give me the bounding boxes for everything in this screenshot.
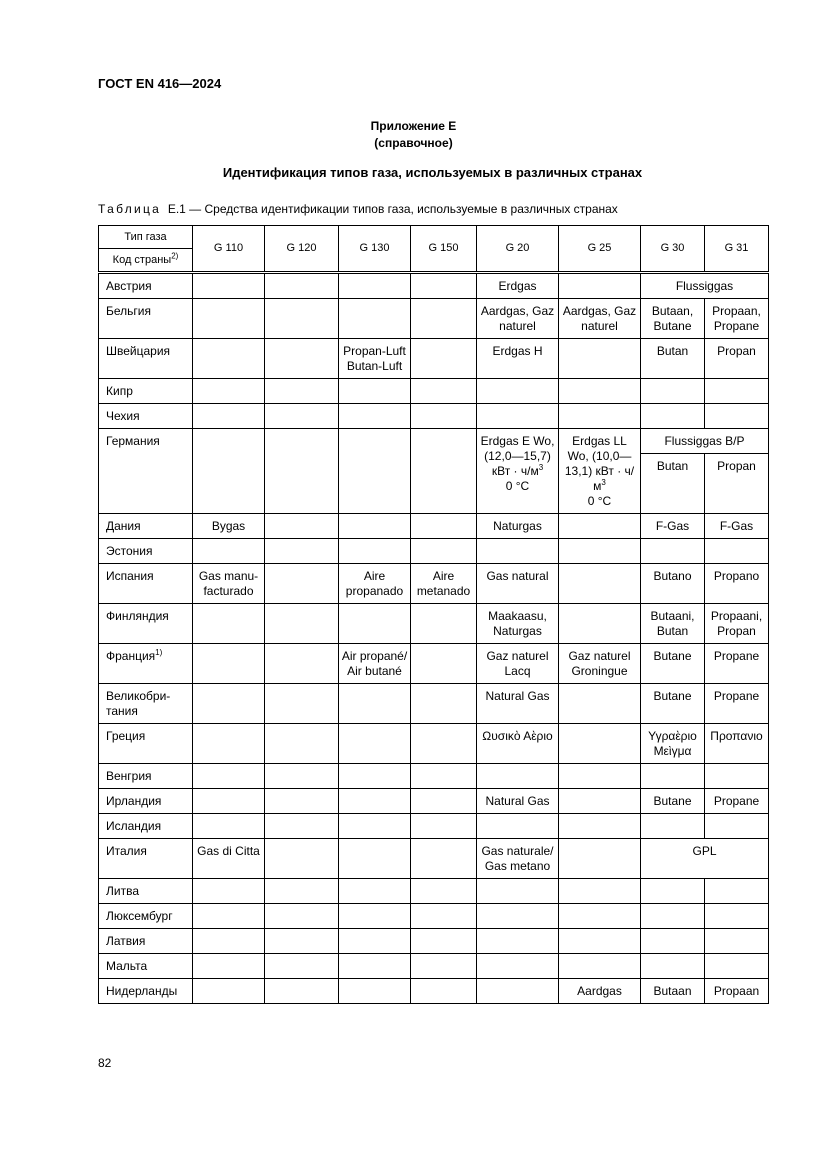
country-cell: Италия	[99, 839, 193, 879]
column-header: G 30	[641, 226, 705, 273]
table-row	[99, 814, 769, 839]
table-cell: Aire propanado	[339, 564, 411, 604]
country-cell: Нидерланды	[99, 979, 193, 1004]
country-cell: Финляндия	[99, 604, 193, 644]
country-cell: Дания	[99, 514, 193, 539]
table-cell: Erdgas H	[477, 339, 559, 379]
table-cell: Erdgas	[477, 273, 559, 299]
table-row	[99, 514, 769, 539]
table-cell: F-Gas	[705, 514, 769, 539]
footnote-ref: 2)	[171, 251, 179, 261]
table-cell: Ωυσικὸ Αὲριο	[477, 724, 559, 764]
table-cell: Gas di Citta	[193, 839, 265, 879]
gas-identification-table	[98, 225, 769, 1004]
table-cell: Erdgas E Wo, (12,0—15,7) кВт · $ч/м^3$ 0 °C	[477, 429, 559, 514]
table-caption	[98, 202, 618, 216]
table-cell: Natural Gas	[477, 789, 559, 814]
table-row	[99, 644, 769, 684]
table-row	[99, 273, 769, 299]
table-cell: Aardgas, Gaz naturel	[477, 299, 559, 339]
column-header: G 20	[477, 226, 559, 273]
table-cell: Butane	[641, 684, 705, 724]
table-cell: Propane	[705, 789, 769, 814]
table-row	[99, 339, 769, 379]
table-cell: F-Gas	[641, 514, 705, 539]
table-cell: Air propané/ Air butané	[339, 644, 411, 684]
table-cell: Butano	[641, 564, 705, 604]
country-cell: Литва	[99, 879, 193, 904]
country-cell: Кипр	[99, 379, 193, 404]
table-row	[99, 379, 769, 404]
table-cell: Propano	[705, 564, 769, 604]
table-row	[99, 789, 769, 814]
table-cell: Butan	[641, 454, 705, 514]
table-cell: Butan	[641, 339, 705, 379]
country-cell: Греция	[99, 724, 193, 764]
table-cell: Bygas	[193, 514, 265, 539]
country-cell: Эстония	[99, 539, 193, 564]
table-row	[99, 429, 769, 454]
table-cell: Propane	[705, 644, 769, 684]
table-cell: Butaan	[641, 979, 705, 1004]
table-row	[99, 724, 769, 764]
table-cell: Propaan, Propane	[705, 299, 769, 339]
table-cell: Flussiggas	[641, 273, 769, 299]
country-cell: Великобри-тания	[99, 684, 193, 724]
table-cell: Flussiggas B/P	[641, 429, 769, 454]
page-number: 82	[98, 1056, 112, 1070]
gas-type-header: Тип газа	[99, 226, 192, 249]
country-cell: Бельгия	[99, 299, 193, 339]
table-cell: Propaan	[705, 979, 769, 1004]
table-row	[99, 684, 769, 724]
country-cell: Мальта	[99, 954, 193, 979]
table-cell: Propan	[705, 339, 769, 379]
table-row	[99, 299, 769, 339]
column-header: G 110	[193, 226, 265, 273]
table-cell: Aardgas	[559, 979, 641, 1004]
table-cell: Aire metanado	[411, 564, 477, 604]
country-cell: Ирландия	[99, 789, 193, 814]
table-cell: Υγραὲριο Μεὶγμα	[641, 724, 705, 764]
corner-header	[99, 226, 193, 273]
table-row	[99, 954, 769, 979]
document-code: ГОСТ EN 416—2024	[98, 76, 222, 91]
country-cell: Швейцария	[99, 339, 193, 379]
country-cell: Венгрия	[99, 764, 193, 789]
table-cell: Propaani, Propan	[705, 604, 769, 644]
country-code-header: Код страны$^{2)}$	[112, 251, 179, 266]
country-cell: Латвия	[99, 929, 193, 954]
appendix-title: Приложение Е	[370, 119, 457, 133]
country-cell: Чехия	[99, 404, 193, 429]
table-cell: Butane	[641, 644, 705, 684]
table-row	[99, 539, 769, 564]
table-row	[99, 604, 769, 644]
table-cell: Propane	[705, 684, 769, 724]
footnote-ref: 1)	[155, 648, 163, 657]
column-header: G 25	[559, 226, 641, 273]
table-row	[99, 404, 769, 429]
table-row	[99, 764, 769, 789]
table-cell: Naturgas	[477, 514, 559, 539]
table-cell: Gas naturale/ Gas metano	[477, 839, 559, 879]
appendix-block	[0, 118, 827, 152]
table-cell: Aardgas, Gaz naturel	[559, 299, 641, 339]
table-row	[99, 979, 769, 1004]
table-row	[99, 564, 769, 604]
table-cell: Propan	[705, 454, 769, 514]
table-cell: Gaz naturel Lacq	[477, 644, 559, 684]
table-header-row	[99, 226, 769, 273]
column-header: G 31	[705, 226, 769, 273]
table-cell: Butaan, Butane	[641, 299, 705, 339]
table-cell: Gas manu-facturado	[193, 564, 265, 604]
table-row	[99, 839, 769, 879]
table-cell: Natural Gas	[477, 684, 559, 724]
caption-label: Таблица	[98, 202, 162, 216]
country-cell: Австрия	[99, 273, 193, 299]
caption-text: Е.1 — Средства идентификации типов газа, используемые в различных странах	[167, 202, 618, 216]
table-cell: Butane	[641, 789, 705, 814]
country-cell: Германия	[99, 429, 193, 514]
table-cell: Erdgas LL Wo, (10,0—13,1) кВт · $ч/м^3$ 0 °C	[559, 429, 641, 514]
appendix-subtitle: (справочное)	[374, 136, 453, 150]
table-cell: Propan-Luft Butan-Luft	[339, 339, 411, 379]
table-cell: GPL	[641, 839, 769, 879]
table-cell: Gaz naturel Groningue	[559, 644, 641, 684]
table-row	[99, 929, 769, 954]
country-cell: Франция$^{1)}$	[99, 644, 193, 684]
column-header: G 150	[411, 226, 477, 273]
table-cell: Maakaasu, Naturgas	[477, 604, 559, 644]
table-row	[99, 904, 769, 929]
table-cell: Butaani, Butan	[641, 604, 705, 644]
column-header: G 120	[265, 226, 339, 273]
table-row	[99, 879, 769, 904]
country-cell: Люксембург	[99, 904, 193, 929]
section-heading: Идентификация типов газа, используемых в различных странах	[222, 165, 643, 180]
column-header: G 130	[339, 226, 411, 273]
table-cell: Gas natural	[477, 564, 559, 604]
country-cell: Испания	[99, 564, 193, 604]
country-cell: Исландия	[99, 814, 193, 839]
table-cell: Προπανιο	[705, 724, 769, 764]
